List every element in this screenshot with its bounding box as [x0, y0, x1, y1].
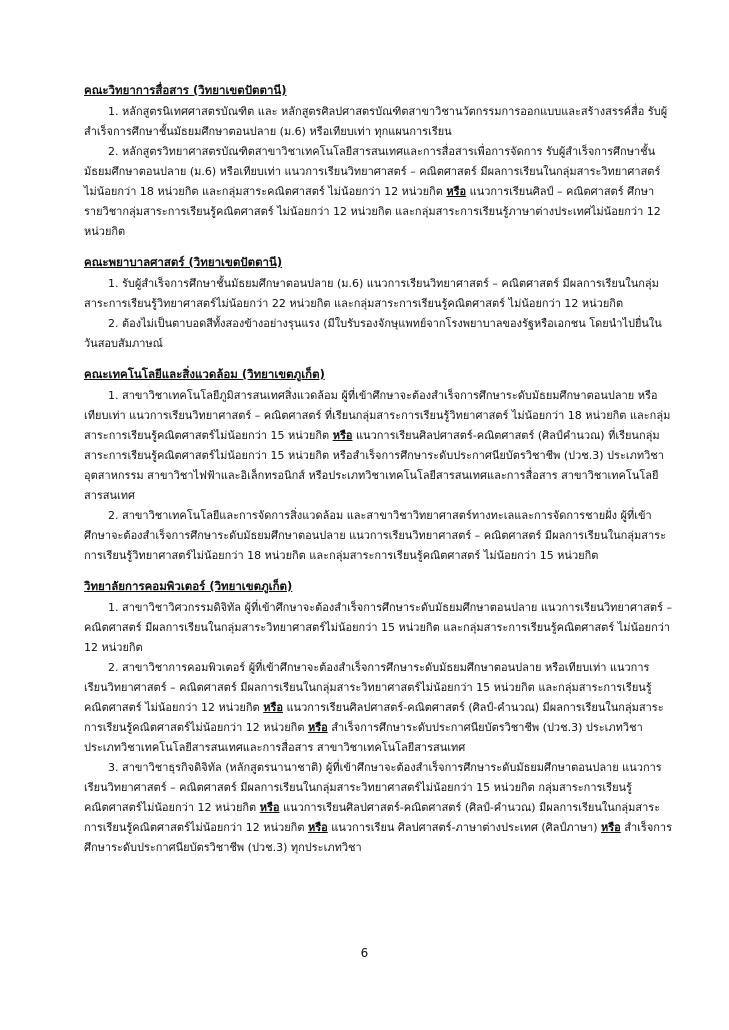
paragraph: 1. รับผู้สำเร็จการศึกษาชั้นมัธยมศึกษาตอนปลาย (ม.6) แนวการเรียนวิทยาศาสตร์ – คณิตศาสตร์ มีผลการเรียนในกลุ่มสาระการเรียนรู้วิทยาศาสตร์ไม่น้อยกว่า 22 หน่วยกิต และกลุ่มสาระการเรียนรู้คณิตศาสตร์ ไม่น้อยกว่า 12 หน่วยกิต	[84, 277, 659, 310]
paragraph: 1. สาขาวิชาวิศวกรรมดิจิทัล ผู้ที่เข้าศึกษาจะต้องสำเร็จการศึกษาระดับมัธยมศึกษาตอนปลาย แนวการเรียนวิทยาศาสตร์ – คณิตศาสตร์ มีผลการเรียนในกลุ่มสาระวิทยาศาสตร์ไม่น้อยกว่า 15 หน่วยกิต และกลุ่มสาระการเรียนรู้คณิตศาสตร์ ไม่น้อยกว่า 12 หน่วยกิต	[84, 601, 672, 654]
page-number: 6	[360, 946, 369, 960]
section-heading: คณะพยาบาลศาสตร์ (วิทยาเขตปัตตานี)	[84, 255, 283, 269]
paragraph: 3. สาขาวิชาธุรกิจดิจิทัล (หลักสูตรนานาชาติ) ผู้ที่เข้าศึกษาจะต้องสำเร็จการศึกษาระดับมัธยมศึกษาตอนปลาย แนวการเรียนวิทยาศาสตร์ – คณิตศาสตร์ มีผลการเรียนในกลุ่มสาระวิทยาศาสตร์ไม่น้อยกว่า 15 หน่วยกิต กลุ่มสาระการเรียนรู้คณิตศาสตร์ไม่น้อยกว่า 12 หน่วยกิต หรือ แนวการเรียนศิลปศาสตร์-คณิตศาสตร์ (ศิลป์-คำนวณ) มีผลการเรียนในกลุ่มสาระการเรียนรู้คณิตศาสตร์ไม่น้อยกว่า 12 หน่วยกิต หรือ แนวการเรียน ศิลปศาสตร์-ภาษาต่างประเทศ (ศิลป์ภาษา) หรือ สำเร็จการศึกษาระดับประกาศนียบัตรวิชาชีพ (ปวช.3) ทุกประเภทวิชา	[84, 761, 673, 854]
section-heading: วิทยาลัยการคอมพิวเตอร์ (วิทยาเขตภูเก็ต)	[84, 579, 293, 593]
paragraph: 2. สาขาวิชาการคอมพิวเตอร์ ผู้ที่เข้าศึกษาจะต้องสำเร็จการศึกษาระดับมัธยมศึกษาตอนปลาย หรือเทียบเท่า แนวการเรียนวิทยาศาสตร์ – คณิตศาสตร์ มีผลการเรียนในกลุ่มสาระวิทยาศาสตร์ไม่น้อยกว่า 15 หน่วยกิต และกลุ่มสาระการเรียนรู้คณิตศาสตร์ ไม่น้อยกว่า 12 หน่วยกิต หรือ แนวการเรียนศิลปศาสตร์-คณิตศาสตร์ (ศิลป์-คำนวณ) มีผลการเรียนในกลุ่มสาระการเรียนรู้คณิตศาสตร์ไม่น้อยกว่า 12 หน่วยกิต หรือ สำเร็จการศึกษาระดับประกาศนียบัตรวิชาชีพ (ปวช.3) ประเภทวิชาประเภทวิชาเทคโนโลยีสารสนเทศและการสื่อสาร สาขาวิชาเทคโนโลยีสารสนเทศ	[84, 661, 664, 754]
document-body	[84, 80, 673, 858]
section	[84, 364, 673, 566]
paragraph: 1. หลักสูตรนิเทศศาสตรบัณฑิต และ หลักสูตรศิลปศาสตรบัณฑิตสาขาวิชานวัตกรรมการออกแบบและสร้างสรรค์สื่อ รับผู้สำเร็จการศึกษาชั้นมัธยมศึกษาตอนปลาย (ม.6) หรือเทียบเท่า ทุกแผนการเรียน	[84, 105, 668, 138]
section	[84, 80, 673, 242]
section-heading: คณะเทคโนโลยีและสิ่งแวดล้อม (วิทยาเขตภูเก็ต)	[84, 367, 325, 381]
paragraph: 2. ต้องไม่เป็นตาบอดสีทั้งสองข้างอย่างรุนแรง (มีใบรับรองจักษุแพทย์จากโรงพยาบาลของรัฐหรือเอกชน โดยนำไปยื่นในวันสอบสัมภาษณ์	[84, 317, 662, 350]
section	[84, 252, 673, 354]
paragraph: 2. สาขาวิชาเทคโนโลยีและการจัดการสิ่งแวดล้อม และสาขาวิชาวิทยาศาสตร์ทางทะเลและการจัดการชายฝั่ง ผู้ที่เข้าศึกษาจะต้องสำเร็จการศึกษาระดับมัธยมศึกษาตอนปลาย แนวการเรียนวิทยาศาสตร์ – คณิตศาสตร์ มีผลการเรียนในกลุ่มสาระการเรียนรู้วิทยาศาสตร์ไม่น้อยกว่า 18 หน่วยกิต และกลุ่มสาระการเรียนรู้คณิตศาสตร์ ไม่น้อยกว่า 15 หน่วยกิต	[84, 509, 666, 562]
section-heading: คณะวิทยาการสื่อสาร (วิทยาเขตปัตตานี)	[84, 83, 287, 97]
section	[84, 576, 673, 858]
paragraph: 2. หลักสูตรวิทยาศาสตรบัณฑิตสาขาวิชาเทคโนโลยีสารสนเทศและการสื่อสารเพื่อการจัดการ รับผู้สำเร็จการศึกษาชั้นมัธยมศึกษาตอนปลาย (ม.6) หรือเทียบเท่า แนวการเรียนวิทยาศาสตร์ – คณิตศาสตร์ มีผลการเรียนในกลุ่มสาระวิทยาศาสตร์ไม่น้อยกว่า 18 หน่วยกิต และกลุ่มสาระคณิตศาสตร์ ไม่น้อยกว่า 12 หน่วยกิต หรือ แนวการเรียนศิลป์ – คณิตศาสตร์ ศึกษารายวิชากลุ่มสาระการเรียนรู้คณิตศาสตร์ ไม่น้อยกว่า 12 หน่วยกิต และกลุ่มสาระการเรียนรู้ภาษาต่างประเทศไม่น้อยกว่า 12 หน่วยกิต	[84, 145, 661, 238]
paragraph: 1. สาขาวิชาเทคโนโลยีภูมิสารสนเทศสิ่งแวดล้อม ผู้ที่เข้าศึกษาจะต้องสำเร็จการศึกษาระดับมัธยมศึกษาตอนปลาย หรือเทียบเท่า แนวการเรียนวิทยาศาสตร์ – คณิตศาสตร์ ที่เรียนกลุ่มสาระการเรียนรู้วิทยาศาสตร์ ไม่น้อยกว่า 18 หน่วยกิต และกลุ่มสาระการเรียนรู้คณิตศาสตร์ไม่น้อยกว่า 15 หน่วยกิต หรือ แนวการเรียนศิลปศาสตร์-คณิตศาสตร์ (ศิลป์คำนวณ) ที่เรียนกลุ่มสาระการเรียนรู้คณิตศาสตร์ไม่น้อยกว่า 15 หน่วยกิต หรือสำเร็จการศึกษาระดับประกาศนียบัตรวิชาชีพ (ปวช.3) ประเภทวิชาอุตสาหกรรม สาขาวิชาไฟฟ้าและอิเล็กทรอนิกส์ หรือประเภทวิชาเทคโนโลยีสารสนเทศและการสื่อสาร สาขาวิชาเทคโนโลยีสารสนเทศ	[84, 389, 671, 502]
